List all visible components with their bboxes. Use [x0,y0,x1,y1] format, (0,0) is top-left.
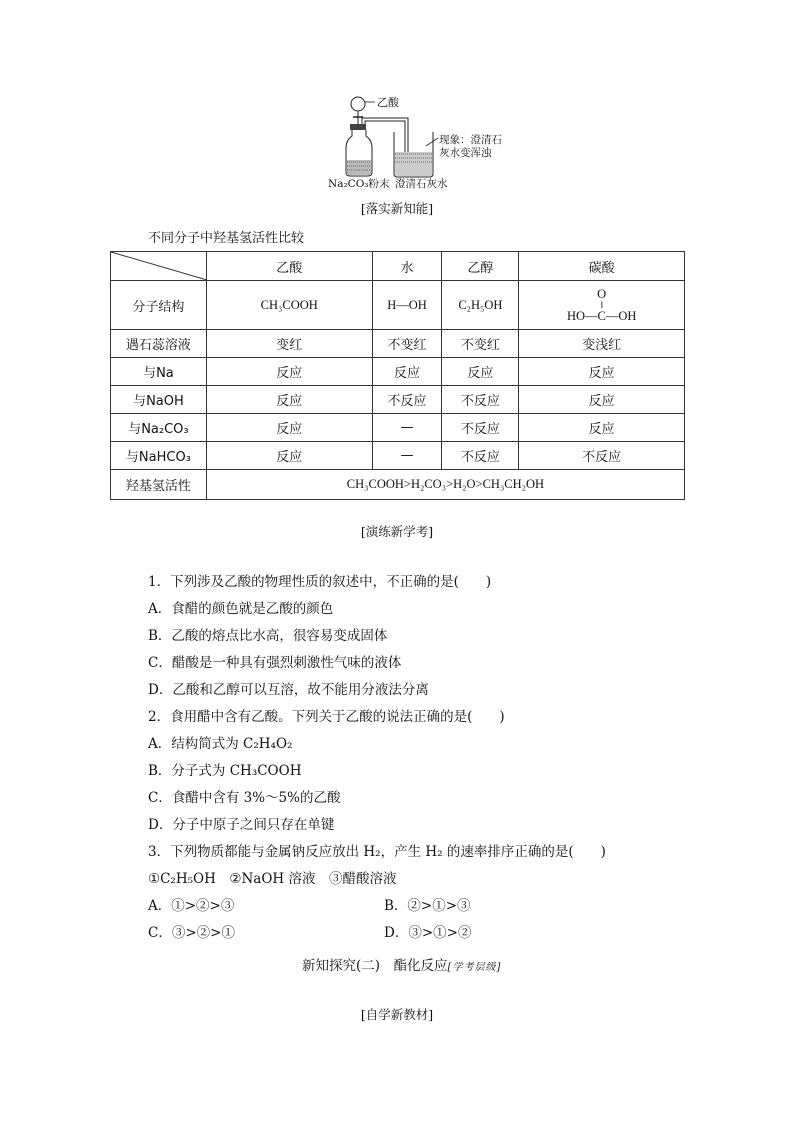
carbonic-backbone: HO—C—OH [566,308,637,323]
table-cell: 不反应 [372,386,442,414]
table-row [111,386,685,414]
question-3-stem: 3．下列物质都能与金属钠反应放出 H₂，产生 H₂ 的速率排序正确的是( ) [148,844,606,860]
section-title-esterification [302,954,501,974]
row-label: 与Na₂CO₃ [111,414,207,442]
table-cell: 不反应 [519,442,685,470]
table-cell: 反应 [372,358,442,386]
table-cell: 反应 [206,386,372,414]
row-label: 羟基氢活性 [111,470,207,500]
question-3-option: D．③>①>② [384,925,472,941]
table-cell: 不反应 [442,442,519,470]
label-acid: 乙酸 [377,96,399,109]
row-label: 分子结构 [111,281,207,330]
table-cell: 反应 [442,358,519,386]
table-cell: H—OH [372,281,442,330]
question-3-options-row-1 [148,896,708,916]
row-label: 与NaHCO₃ [111,442,207,470]
table-cell: 不反应 [442,414,519,442]
table-cell: 不变红 [442,330,519,358]
column-header: 乙醇 [442,252,519,281]
question-block [148,572,708,943]
question-3-options-row-2 [148,923,708,943]
table-caption: 不同分子中羟基氢活性比较 [148,231,305,246]
table-header-row [111,252,685,281]
table-corner-cell [111,252,207,281]
table-cell: — [372,414,442,442]
label-phenomenon-line1: 现象：澄清石 [439,134,502,146]
table-row [111,414,685,442]
table-cell: 反应 [519,358,685,386]
table-cell: 不反应 [442,386,519,414]
table-cell: 不变红 [372,330,442,358]
table-cell: 反应 [206,358,372,386]
table-row [111,330,685,358]
column-header: 碳酸 [519,252,685,281]
table-cell: 反应 [206,442,372,470]
table-row-activity [111,470,685,500]
label-limewater: 澄清石灰水 [395,178,448,190]
question-1-option: A．食醋的颜色就是乙酸的颜色 [148,601,334,617]
row-label: 遇石蕊溶液 [111,330,207,358]
question-2-option: A．结构简式为 C₂H₄O₂ [148,736,293,752]
question-1-stem: 1．下列涉及乙酸的物理性质的叙述中，不正确的是( ) [148,574,492,590]
row-label: 与Na [111,358,207,386]
question-2-option: C．食醋中含有 3%～5%的乙酸 [148,790,341,806]
corner-diagonal [111,252,207,280]
hydroxyl-activity-table [110,251,685,500]
question-3-option: A．①>②>③ [148,898,235,914]
row-label: 与NaOH [111,386,207,414]
table-cell: — [372,442,442,470]
section-heading-self-study: [自学新教材] [360,1007,434,1022]
column-header: 乙酸 [206,252,372,281]
question-3-option: B．②>①>③ [384,898,471,914]
table-cell: CH₃COOH [206,281,372,330]
carbonic-acid-structure-cell [519,281,685,330]
question-1-option: B．乙酸的熔点比水高，很容易变成固体 [148,628,388,644]
table-cell: 反应 [519,414,685,442]
carbonyl-oxygen: O [597,286,607,301]
table-cell: 变红 [206,330,372,358]
table-row [111,281,685,330]
table-cell: 反应 [206,414,372,442]
label-phenomenon-line2: 灰水变浑浊 [439,147,492,159]
section-heading-practice: [演练新学考] [360,524,434,539]
question-1-option: D．乙酸和乙醇可以互溶，故不能用分液法分离 [148,682,429,698]
apparatus-diagram [320,90,510,190]
double-bond-mark: ‖ [600,299,603,310]
question-3-option: C．③>②>① [148,925,235,941]
table-cell: 变浅红 [519,330,685,358]
question-2-stem: 2．食用醋中含有乙酸。下列关于乙酸的说法正确的是( ) [148,709,505,725]
section-title-text: 新知探究(二) 酯化反应 [302,958,448,974]
activity-order: CH₃COOH>H₂CO₃>H₂O>CH₃CH₂OH [206,470,684,500]
table-row [111,358,685,386]
column-header: 水 [372,252,442,281]
label-powder: Na₂CO₃粉末 [328,178,390,190]
table-cell: 反应 [519,386,685,414]
level-tag: [学考层级] [447,962,502,973]
section-heading-new-knowledge: [落实新知能] [360,201,434,216]
question-1-option: C．醋酸是一种具有强烈刺激性气味的液体 [148,655,402,671]
question-3-substances: ①C₂H₅OH ②NaOH 溶液 ③醋酸溶液 [148,871,397,887]
question-2-option: D．分子中原子之间只存在单键 [148,817,335,833]
question-2-option: B．分子式为 CH₃COOH [148,763,302,779]
table-row [111,442,685,470]
table-cell: C₂H₅OH [442,281,519,330]
